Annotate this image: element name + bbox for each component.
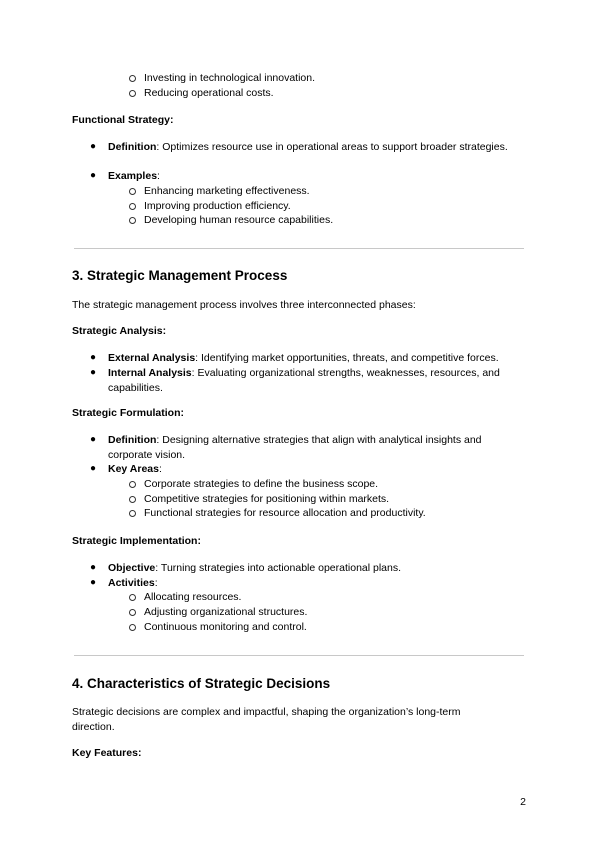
term-description: : Evaluating organizational strengths, weaknesses, resources, and capabilities. (108, 367, 500, 394)
list-item: Allocating resources. (144, 591, 242, 603)
list-item (108, 351, 528, 366)
list-item: Competitive strategies for positioning within markets. (144, 493, 390, 505)
strategic-formulation-label: Strategic Formulation: (72, 407, 185, 419)
bullet-icon: ● (90, 463, 97, 474)
list-item (108, 169, 528, 184)
key-features-label: Key Features: (72, 747, 142, 759)
bullet-icon: ● (90, 367, 97, 378)
term-description: : Optimizes resource use in operational areas to support broader strategies. (156, 141, 508, 153)
list-item (108, 561, 528, 576)
section-3-intro: The strategic management process involves three interconnected phases: (72, 299, 416, 311)
term-description: : Designing alternative strategies that align with analytical insights and corporate vision. (108, 434, 482, 461)
list-item (108, 576, 528, 591)
circle-bullet-icon (129, 594, 136, 601)
circle-bullet-icon (129, 624, 136, 631)
circle-bullet-icon (129, 496, 136, 503)
list-item (108, 366, 528, 395)
list-item: Corporate strategies to define the business scope. (144, 478, 379, 490)
term: Key Areas (108, 463, 159, 475)
strategic-implementation-label: Strategic Implementation: (72, 535, 201, 547)
circle-bullet-icon (129, 188, 136, 195)
colon: : (157, 170, 160, 182)
circle-bullet-icon (129, 510, 136, 517)
list-item (108, 140, 528, 155)
list-item: Enhancing marketing effectiveness. (144, 185, 310, 197)
term: Objective (108, 562, 156, 574)
section-divider (74, 655, 524, 656)
colon: : (154, 577, 158, 589)
list-item (108, 433, 528, 462)
term: Definition (108, 141, 157, 153)
list-item: Adjusting organizational structures. (144, 606, 308, 618)
circle-bullet-icon (129, 90, 136, 97)
circle-bullet-icon (129, 481, 136, 488)
circle-bullet-icon (129, 75, 136, 82)
list-item: Improving production efficiency. (144, 200, 291, 212)
bullet-icon: ● (90, 434, 97, 445)
bullet-icon: ● (90, 562, 97, 573)
bullet-icon: ● (90, 577, 97, 588)
term: Activities (108, 577, 155, 589)
bullet-icon: ● (90, 141, 97, 152)
circle-bullet-icon (129, 609, 136, 616)
list-item: Reducing operational costs. (144, 87, 274, 99)
list-item: Continuous monitoring and control. (144, 621, 307, 633)
circle-bullet-icon (129, 217, 136, 224)
term-description: : Turning strategies into actionable operational plans. (155, 562, 402, 574)
section-3-heading: 3. Strategic Management Process (72, 268, 288, 283)
page-number: 2 (520, 796, 526, 808)
term: Examples (108, 170, 158, 182)
bullet-icon: ● (90, 170, 97, 181)
term: External Analysis (108, 352, 196, 364)
list-item: Functional strategies for resource allocation and productivity. (144, 507, 426, 519)
section-divider (74, 248, 524, 249)
colon: : (158, 463, 162, 475)
circle-bullet-icon (129, 203, 136, 210)
functional-strategy-label: Functional Strategy: (72, 114, 174, 126)
term: Definition (108, 434, 157, 446)
section-4-intro: Strategic decisions are complex and impactful, shaping the organization’s long-term direction. (72, 706, 461, 733)
list-item: Developing human resource capabilities. (144, 214, 334, 226)
list-item (108, 462, 528, 477)
section-4-heading: 4. Characteristics of Strategic Decisions (72, 676, 331, 691)
term: Internal Analysis (108, 367, 192, 379)
list-item: Investing in technological innovation. (144, 72, 316, 84)
bullet-icon: ● (90, 352, 97, 363)
strategic-analysis-label: Strategic Analysis: (72, 325, 167, 337)
term-description: : Identifying market opportunities, threats, and competitive forces. (195, 352, 499, 364)
